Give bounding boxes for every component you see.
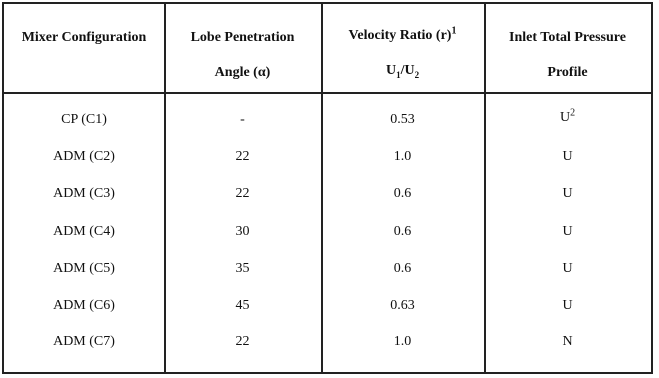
cell-ratio: 0.53 (390, 112, 415, 127)
data-table (2, 2, 653, 374)
u-symbol: U (385, 63, 397, 78)
cell-ratio: 0.63 (390, 298, 415, 313)
cell-ratio: 0.6 (393, 186, 412, 201)
header-inlet-total-pressure: Inlet Total Pressure (509, 30, 626, 45)
cell-angle: 22 (235, 186, 250, 201)
header-divider (4, 92, 651, 94)
header-profile: Profile (547, 65, 588, 80)
header-velocity-ratio-text: Velocity Ratio (r) (348, 28, 452, 43)
cell-angle: - (240, 112, 245, 127)
header-u1-u2 (321, 63, 484, 79)
footnote-marker: 1 (451, 25, 457, 37)
slash-u-symbol: /U (400, 63, 415, 78)
subscript-1: 1 (396, 69, 401, 80)
cell-ratio: 0.6 (393, 224, 412, 239)
cell-config: ADM (C7) (53, 334, 115, 349)
cell-pressure: U (562, 149, 573, 164)
cell-pressure: U (562, 186, 573, 201)
cell-angle: 35 (235, 261, 250, 276)
header-lobe-penetration: Lobe Penetration (190, 30, 295, 45)
footnote-marker: 2 (570, 107, 576, 119)
cell-angle: 45 (235, 298, 250, 313)
cell-config: ADM (C4) (53, 224, 115, 239)
cell-config: ADM (C2) (53, 149, 115, 164)
cell-pressure: N (562, 334, 573, 349)
cell-pressure: U (562, 298, 573, 313)
cell-angle: 22 (235, 334, 250, 349)
cell-config: ADM (C5) (53, 261, 115, 276)
cell-pressure: U (562, 224, 573, 239)
cell-ratio: 0.6 (393, 261, 412, 276)
cell-ratio: 1.0 (393, 334, 412, 349)
header-mixer-configuration: Mixer Configuration (21, 30, 147, 45)
subscript-2: 2 (414, 69, 420, 80)
header-velocity-ratio (321, 25, 484, 44)
cell-angle: 30 (235, 224, 250, 239)
cell-pressure (484, 107, 651, 126)
cell-ratio: 1.0 (393, 149, 412, 164)
cell-pressure: U (562, 261, 573, 276)
cell-angle: 22 (235, 149, 250, 164)
cell-config: ADM (C3) (53, 186, 115, 201)
cell-config: CP (C1) (61, 112, 107, 127)
header-angle-alpha: Angle (α) (214, 65, 271, 80)
pressure-value: U (559, 110, 571, 125)
cell-config: ADM (C6) (53, 298, 115, 313)
